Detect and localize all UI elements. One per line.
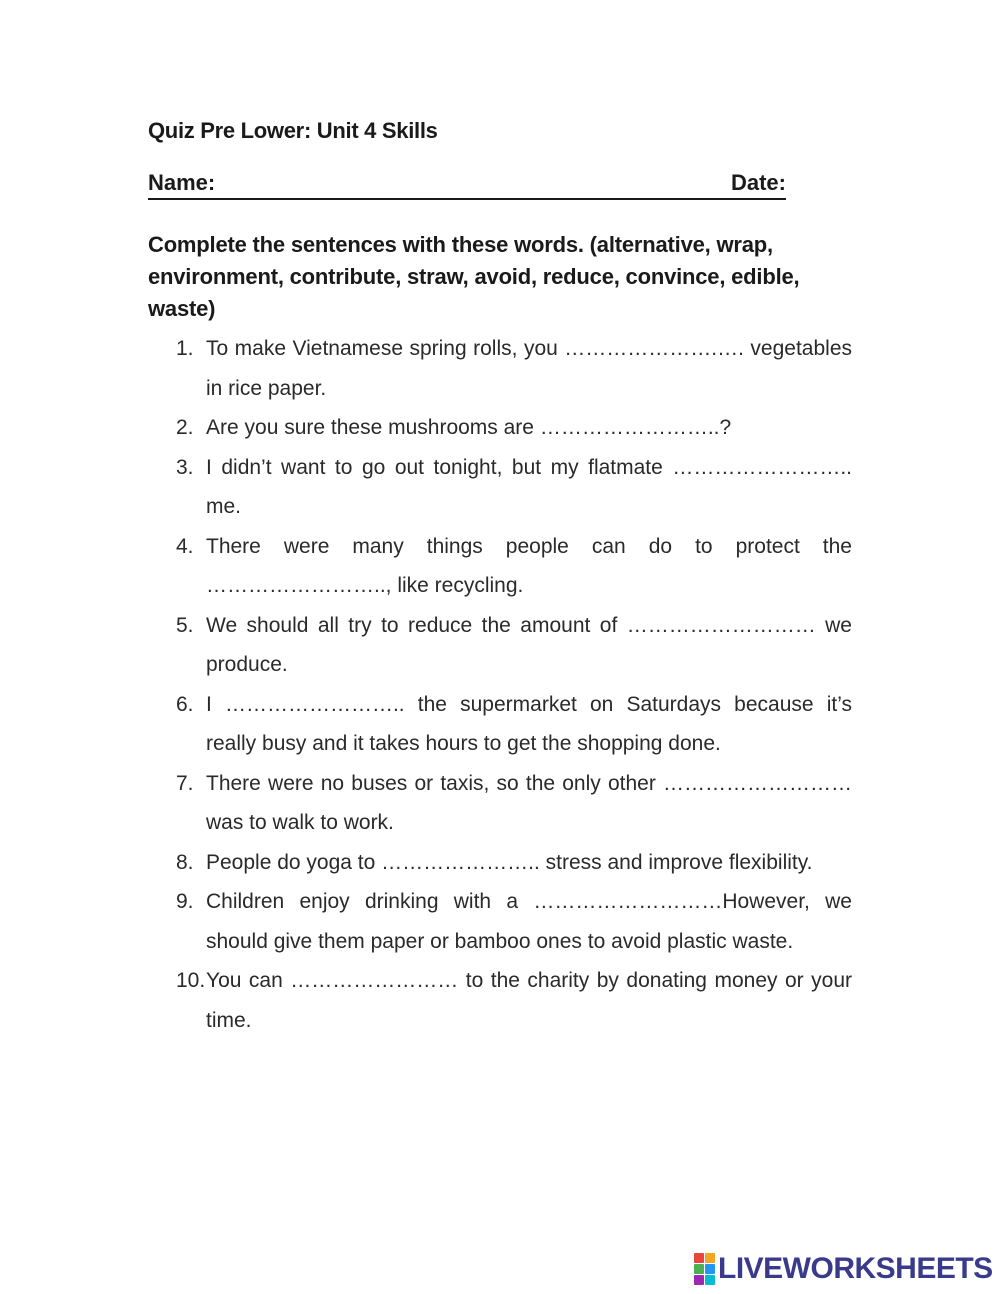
question-item	[0, 961, 1000, 1040]
logo-text: LIVEWORKSHEETS	[718, 1252, 993, 1285]
question-number: 6.	[176, 692, 194, 716]
liveworksheets-logo[interactable]	[694, 1252, 993, 1286]
question-item	[0, 843, 1000, 883]
question-item	[0, 764, 1000, 843]
question-number: 5.	[176, 613, 194, 637]
question-number: 10.	[176, 969, 206, 992]
date-label: Date:	[730, 170, 786, 195]
liveworksheets-logo-icon	[694, 1253, 715, 1285]
question-text: We should all try to reduce the amount of ……………………… we produce.	[206, 613, 852, 676]
question-item	[0, 606, 1000, 685]
quiz-title: Quiz Pre Lower: Unit 4 Skills	[148, 118, 438, 143]
name-label: Name:	[148, 170, 216, 195]
question-text: You can …………………… to the charity by donating money or your time.	[206, 969, 852, 1032]
question-number: 3.	[176, 455, 194, 479]
question-text: There were no buses or taxis, so the only other ……………………… was to walk to work.	[206, 771, 852, 834]
question-number: 2.	[176, 416, 194, 439]
name-date-row	[148, 168, 786, 200]
question-number: 1.	[176, 337, 194, 360]
question-text: Children enjoy drinking with a ………………………However, we should give them paper or bamboo ones to avoid plastic waste.	[206, 890, 852, 953]
question-text: I …………………….. the supermarket on Saturdays because it’s really busy and it takes hours to get the shopping done.	[206, 692, 852, 755]
question-item	[0, 685, 1000, 764]
question-item	[0, 329, 1000, 408]
question-list	[0, 329, 1000, 1040]
question-text: I didn’t want to go out tonight, but my flatmate …………………….. me.	[206, 455, 852, 518]
question-text: People do yoga to ………………….. stress and improve flexibility.	[206, 850, 813, 874]
question-text: There were many things people can do to protect the …………………….., like recycling.	[206, 534, 852, 597]
question-number: 4.	[176, 534, 194, 558]
question-item	[0, 882, 1000, 961]
question-item	[0, 527, 1000, 606]
question-number: 8.	[176, 850, 194, 874]
question-item	[0, 408, 1000, 448]
question-number: 7.	[176, 771, 194, 795]
question-text: To make Vietnamese spring rolls, you ………………….…. vegetables in rice paper.	[206, 337, 852, 400]
question-item	[0, 448, 1000, 527]
question-number: 9.	[176, 890, 194, 913]
question-text: Are you sure these mushrooms are ……………………..?	[206, 416, 732, 439]
instructions: Complete the sentences with these words. (alternative, wrap, environment, contribute, straw, avoid, reduce, convince, edible, waste)	[148, 232, 800, 321]
